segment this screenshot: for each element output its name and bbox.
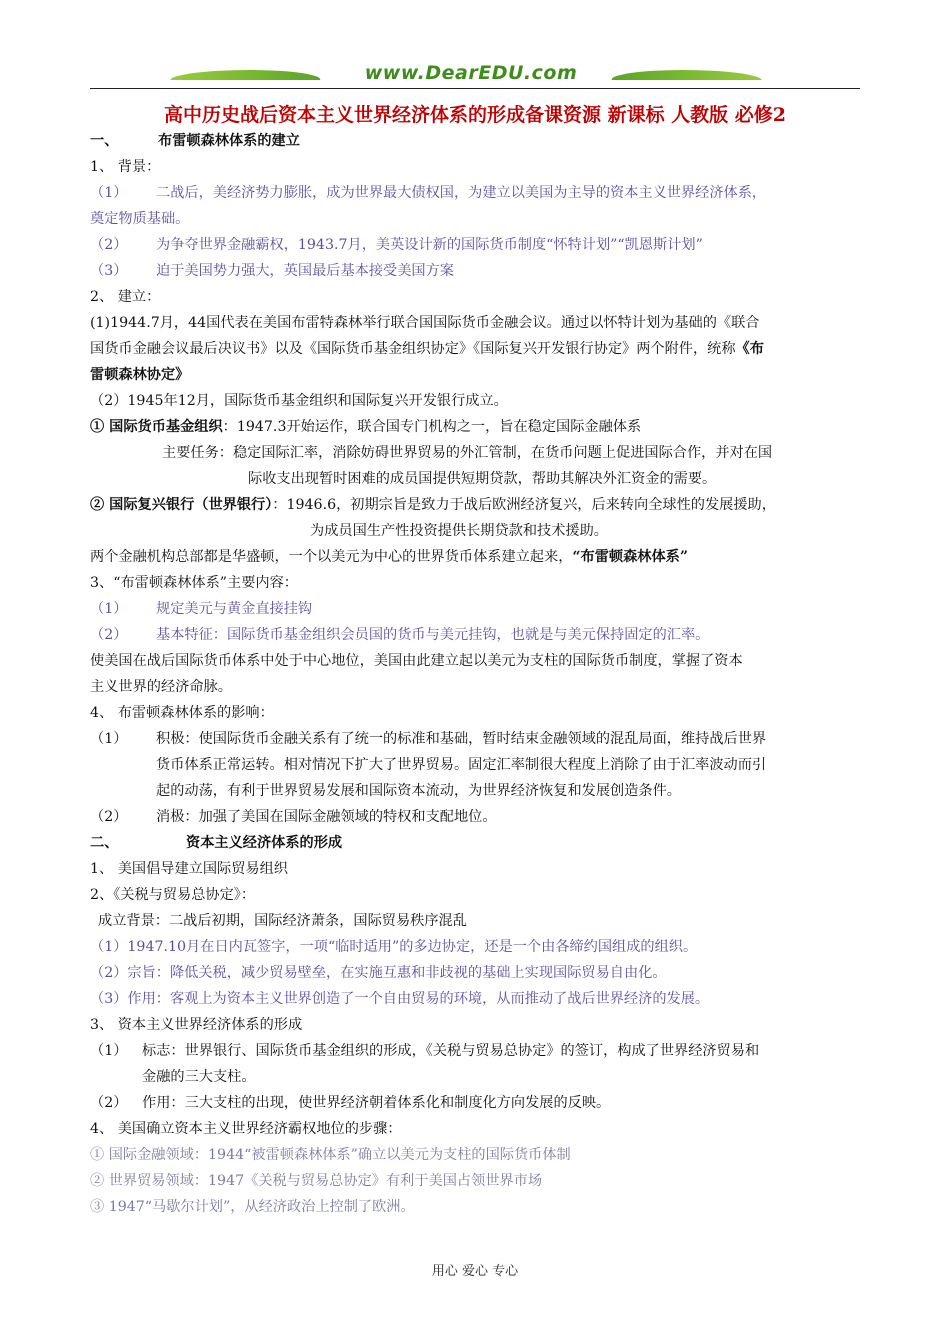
list-item: （2）宗旨：降低关税，减少贸易壁垒，在实施互惠和非歧视的基础上实现国际贸易自由化。 [90,965,667,981]
list-item-continuation: 金融的三大支柱。 [142,1069,256,1085]
paragraph: 成立背景：二战后初期，国际经济萧条，国际贸易秩序混乱 [98,913,467,929]
subheading: 4、 美国确立资本主义世界经济霸权地位的步骤： [90,1121,402,1137]
paragraph: 使美国在战后国际货币体系中处于中心地位，美国由此建立起以美元为支柱的国际货币制度，掌握了资本 [90,653,743,669]
paragraph: 雷顿森林协定》 [90,367,190,383]
document-body [90,128,865,1220]
section-heading-2: 二、 资本主义经济体系的形成 [90,835,343,851]
subheading: 3、 资本主义世界经济体系的形成 [90,1017,303,1033]
subheading-impact: 4、 布雷顿森林体系的影响： [90,705,274,721]
list-item: （3） 迫于美国势力强大，英国最后基本接受美国方案 [90,263,454,279]
world-bank-entry: ② 国际复兴银行（世界银行）：1946.6，初期宗旨是致力于战后欧洲经济复兴，后来转向全球性的发展援助， [90,497,776,513]
list-item-continuation: 货币体系正常运转。相对情况下扩大了世界贸易。固定汇率制很大程度上消除了由于汇率波动而引 [156,757,767,773]
list-item: （1） 二战后，美经济势力膨胀，成为世界最大债权国，为建立以美国为主导的资本主义世界经济体系， [90,185,767,201]
document-title: 高中历史战后资本主义世界经济体系的形成备课资源 新课标 人教版 必修2 [163,104,787,126]
logo-swoosh-right [608,70,762,80]
list-item-continuation: 奠定物质基础。 [90,211,190,227]
list-item: （1） 规定美元与黄金直接挂钩 [90,601,313,617]
list-item: （2） 基本特征：国际货币基金组织会员国的货币与美元挂钩，也就是与美元保持固定的汇率。 [90,627,710,643]
paragraph: (1)1944.7月，44国代表在美国布雷特森林举行联合国国际货币金融会议。通过以怀特计划为基础的《联合 [90,315,760,331]
list-item: （2） 作用：三大支柱的出现，使世界经济朝着体系化和制度化方向发展的反映。 [90,1095,611,1111]
imf-task: 际收支出现暂时困难的成员国提供短期贷款，帮助其解决外汇资金的需要。 [248,471,717,487]
list-item: （1）1947.10月在日内瓦签字，一项“临时适用”的多边协定，还是一个由各缔约国组成的组织。 [90,939,698,955]
imf-entry: ① 国际货币基金组织：1947.3开始运作，联合国专门机构之一，旨在稳定国际金融体系 [90,419,642,435]
logo-swoosh-left [170,70,324,80]
list-item: （3）作用：客观上为资本主义世界创造了一个自由贸易的环境，从而推动了战后世界经济的发展。 [90,991,710,1007]
list-item: ① 国际金融领域：1944“被雷顿森林体系”确立以美元为支柱的国际货币体制 [90,1147,571,1163]
imf-task: 主要任务：稳定国际汇率，消除妨碍世界贸易的外汇管制，在货币问题上促进国际合作，并对在国 [162,445,773,461]
list-item: ② 世界贸易领域：1947《关税与贸易总协定》有利于美国占领世界市场 [90,1173,543,1189]
site-header [90,62,860,90]
list-item: （2） 消极：加强了美国在国际金融领域的特权和支配地位。 [90,809,497,825]
paragraph: 两个金融机构总部都是华盛顿，一个以美元为中心的世界货币体系建立起来，“布雷顿森林体系” [90,549,689,565]
paragraph: 国货币金融会议最后决议书》以及《国际货币基金组织协定》《国际复兴开发银行协定》两个附件，统称《布 [90,341,764,357]
subheading-establish: 2、 建立： [90,289,161,305]
list-item-continuation: 起的动荡，有利于世界贸易发展和国际资本流动，为世界经济恢复和发展创造条件。 [156,783,681,799]
header-divider [90,88,860,89]
world-bank-entry: 为成员国生产性投资提供长期贷款和技术援助。 [310,523,608,539]
list-item: （1） 积极：使国际货币金融关系有了统一的标准和基础，暂时结束金融领域的混乱局面，维持战后世界 [90,731,767,747]
site-logo[interactable]: www.DearEDU.com [364,62,578,84]
subheading: 2、《关税与贸易总协定》： [90,887,256,903]
list-item: （2） 为争夺世界金融霸权，1943.7月，美英设计新的国际货币制度“怀特计划”“凯恩斯计划” [90,237,703,253]
section-heading-1: 一、 布雷顿森林体系的建立 [90,133,300,149]
list-item: ③ 1947“马歇尔计划”，从经济政治上控制了欧洲。 [90,1199,415,1215]
subheading-content: 3、“布雷顿森林体系”主要内容： [90,575,298,591]
subheading-background: 1、 背景： [90,159,161,175]
page-footer: 用心 爱心 专心 [431,1264,519,1279]
paragraph: 主义世界的经济命脉。 [90,679,232,695]
subheading: 1、 美国倡导建立国际贸易组织 [90,861,288,877]
list-item: （1） 标志：世界银行、国际货币基金组织的形成，《关税与贸易总协定》的签订，构成了世界经济贸易和 [90,1043,760,1059]
paragraph: （2）1945年12月，国际货币基金组织和国际复兴开发银行成立。 [90,393,508,409]
